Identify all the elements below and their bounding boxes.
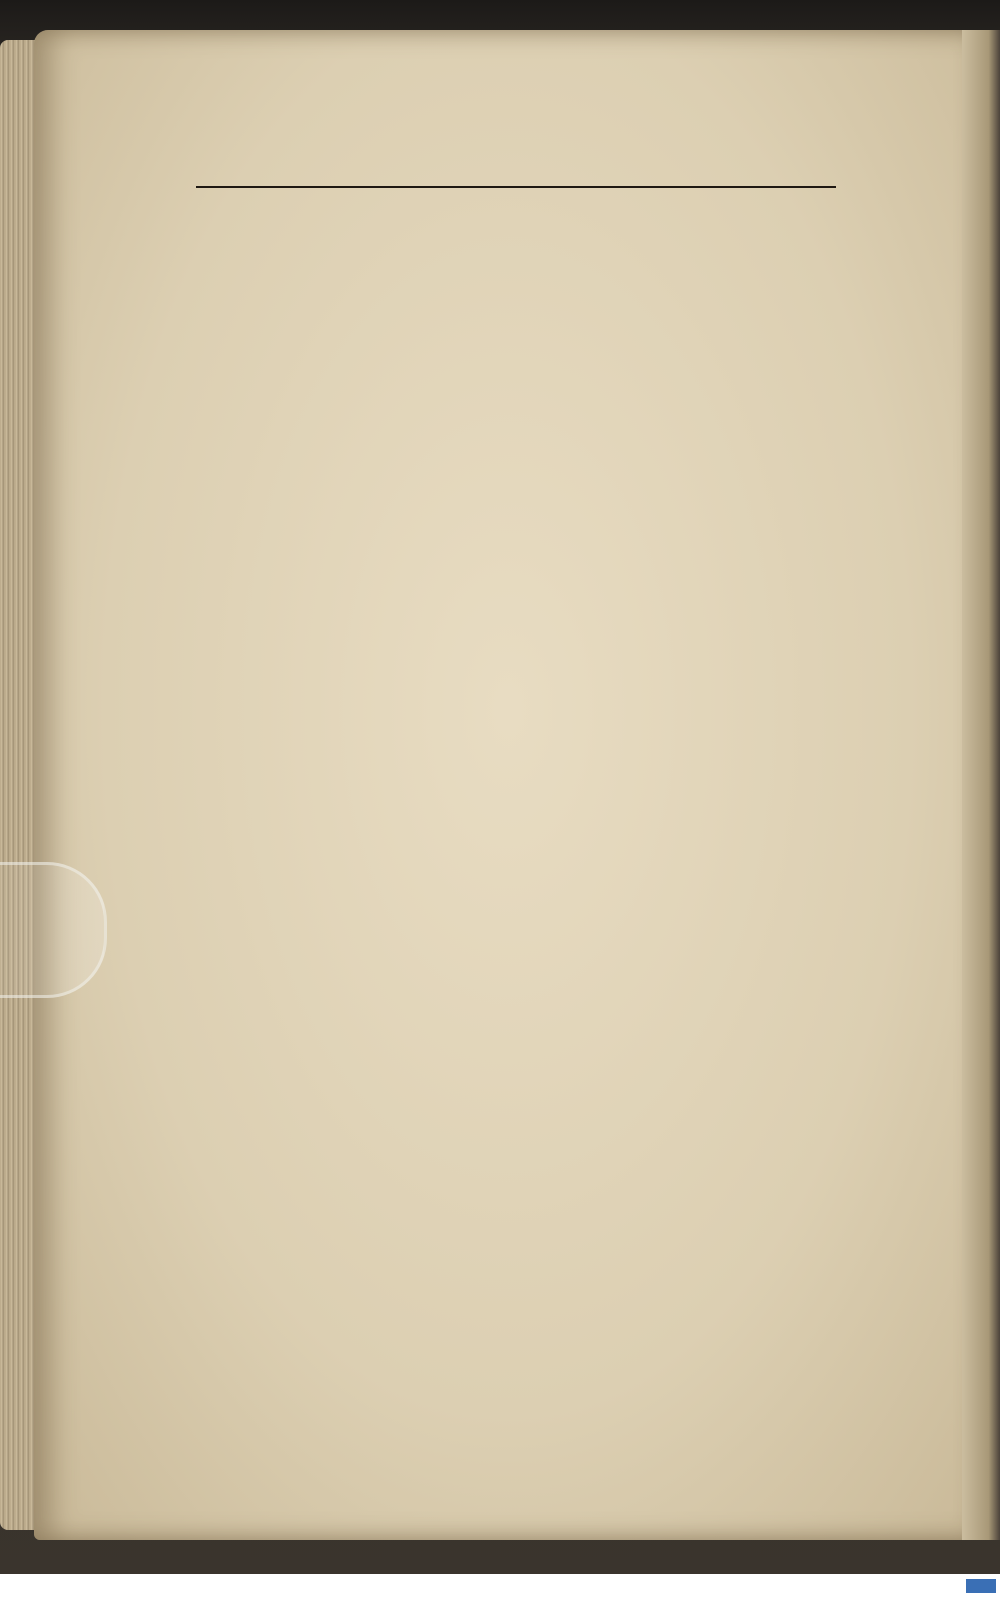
footer-bar <box>0 1574 1000 1600</box>
dfg-logo <box>966 1579 996 1593</box>
book-gutter <box>962 30 1000 1540</box>
page-clip <box>0 862 107 998</box>
ornamental-border-left <box>126 85 192 1460</box>
ornamental-border-bottom <box>122 1400 912 1460</box>
page-header <box>196 148 836 188</box>
ornamental-border-top <box>122 85 912 145</box>
ornamental-border-right <box>842 85 908 1460</box>
